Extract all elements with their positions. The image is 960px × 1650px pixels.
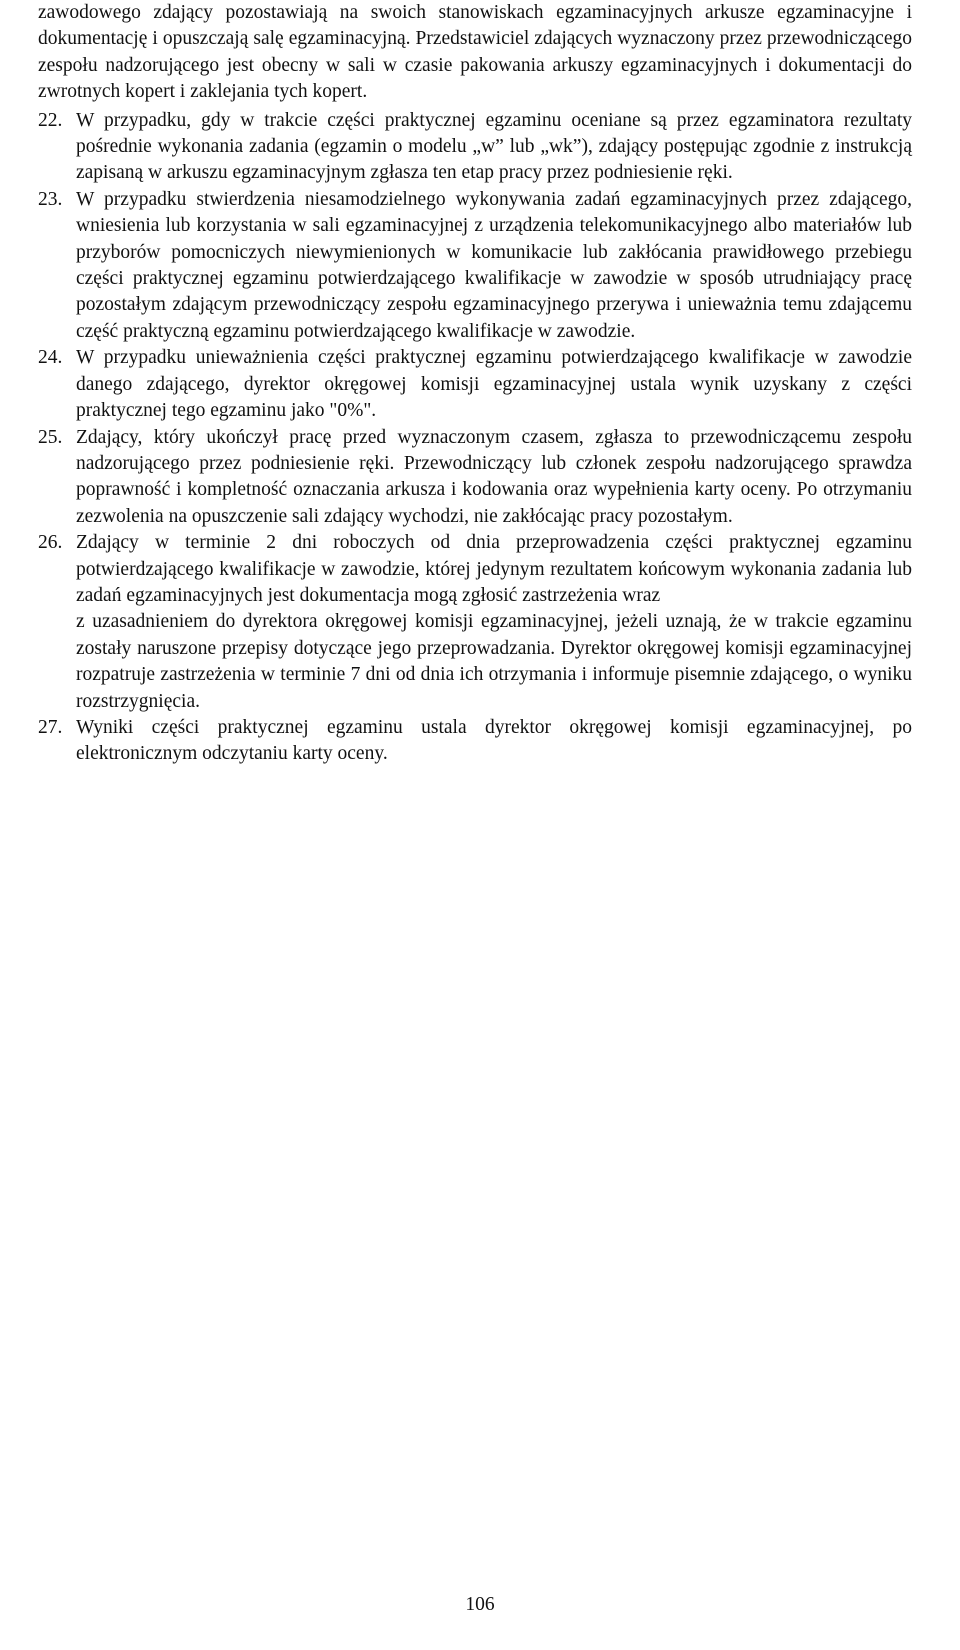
list-item-26 <box>38 530 912 715</box>
list-item-23 <box>38 187 912 345</box>
item-number: 23. <box>38 188 63 210</box>
document-page <box>38 0 912 768</box>
list-item-24 <box>38 345 912 424</box>
item-text: W przypadku unieważnienia części praktycznej egzaminu potwierdzającego kwalifikacje w zawodzie danego zdającego, dyrektor okręgowej komisji egzaminacyjnej ustala wynik uzyskany z części praktycznej tego egzaminu jako "0%". <box>76 347 912 422</box>
list-item-22 <box>38 108 912 187</box>
list-item-27 <box>38 715 912 768</box>
item-text: W przypadku stwierdzenia niesamodzielnego wykonywania zadań egzaminacyjnych przez zdającego, wniesienia lub korzystania w sali egzaminacyjnej z urządzenia telekomunikacyjnego albo materiałów lub przyborów pomocniczych niewymienionych w komunikacie lub zakłócania prawidłowego przebiegu części praktycznej egzaminu potwierdzającego kwalifikacje w zawodzie w sposób utrudniający pracę pozostałym zdającym przewodniczący zespołu egzaminacyjnego przerywa i unieważnia temu zdającemu część praktyczną egzaminu potwierdzającego kwalifikacje w zawodzie. <box>76 188 912 342</box>
page-number: 106 <box>465 1594 495 1615</box>
continuation-paragraph <box>38 0 912 106</box>
item-number: 24. <box>38 347 63 369</box>
item-text: Wyniki części praktycznej egzaminu ustala dyrektor okręgowej komisji egzaminacyjnej, po elektronicznym odczytaniu karty oceny. <box>76 716 912 765</box>
item-number: 25. <box>38 426 63 448</box>
item-text-part1: Zdający w terminie 2 dni roboczych od dnia przeprowadzenia części praktycznej egzaminu potwierdzającego kwalifikacje w zawodzie, której jedynym rezultatem końcowym wykonania zadania lub zadań egzaminacyjnych jest dokumentacja mogą zgłosić zastrzeżenia wraz <box>76 532 912 606</box>
item-number: 26. <box>38 532 63 554</box>
list-item-25 <box>38 425 912 531</box>
continuation-text: zawodowego zdający pozostawiają na swoich stanowiskach egzaminacyjnych arkusze egzaminacyjne i dokumentację i opuszczają salę egzaminacyjną. Przedstawiciel zdających wyznaczony przez przewodniczącego zespołu nadzorującego jest obecny w sali w czasie pakowania arkuszy egzaminacyjnych i dokumentacji do zwrotnych kopert i zaklejania tych kopert. <box>38 2 912 103</box>
item-number: 22. <box>38 109 63 131</box>
item-number: 27. <box>38 716 63 738</box>
item-text: W przypadku, gdy w trakcie części praktycznej egzaminu oceniane są przez egzaminatora rezultaty pośrednie wykonania zadania (egzamin o modelu „w” lub „wk”), zdający postępując zgodnie z instrukcją zapisaną w arkuszu egzaminacyjnym zgłasza ten etap pracy przez podniesienie ręki. <box>76 109 912 184</box>
item-text: Zdający, który ukończył pracę przed wyznaczonym czasem, zgłasza to przewodniczącemu zespołu nadzorującego przez podniesienie ręki. Przewodniczący lub członek zespołu nadzorującego sprawdza poprawność i kompletność oznaczania arkusza i kodowania oraz wypełnienia karty oceny. Po otrzymaniu zezwolenia na opuszczenie sali zdający wychodzi, nie zakłócając pracy pozostałym. <box>76 426 912 527</box>
item-text-part2: z uzasadnieniem do dyrektora okręgowej komisji egzaminacyjnej, jeżeli uznają, że w trakcie egzaminu zostały naruszone przepisy dotyczące jego przeprowadzania. Dyrektor okręgowej komisji egzaminacyjnej rozpatruje zastrzeżenia w terminie 7 dni od dnia ich otrzymania i informuje pisemnie zdającego, o wyniku rozstrzygnięcia. <box>76 611 912 712</box>
